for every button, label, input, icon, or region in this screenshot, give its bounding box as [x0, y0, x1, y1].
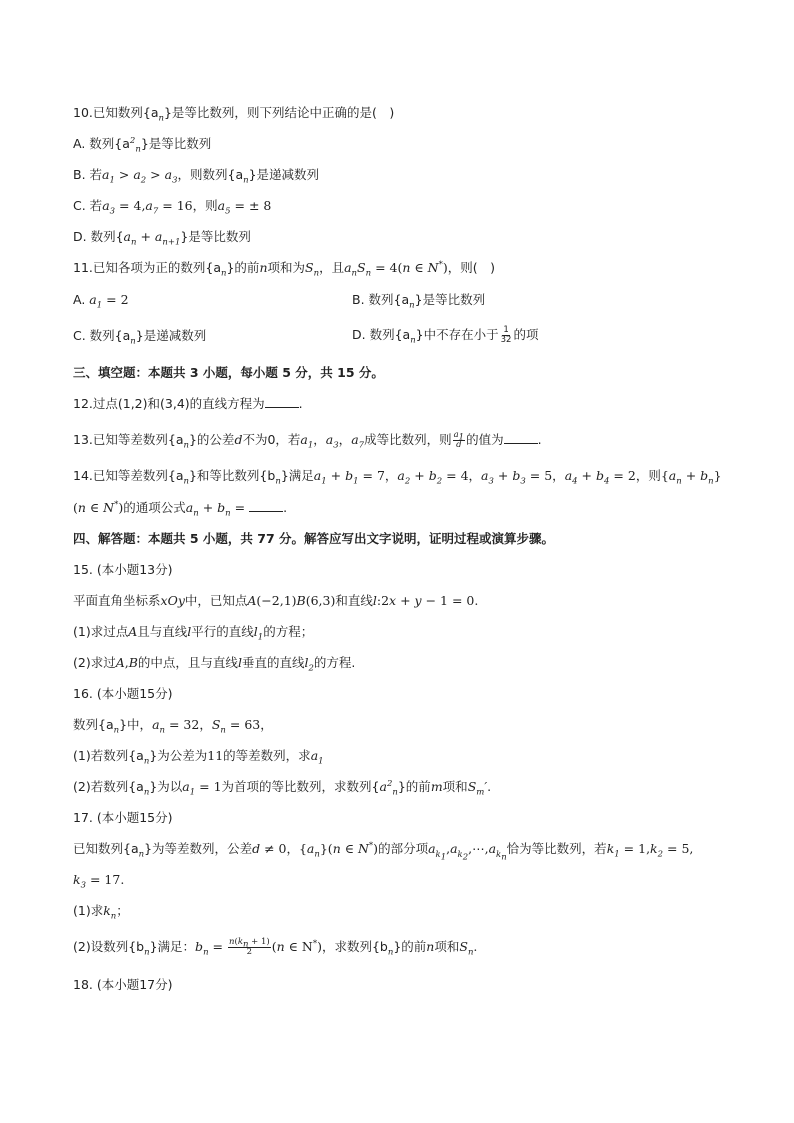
answer-blank: [504, 432, 538, 444]
q10-stem: 10.已知数列$\{a_n\}$是等比数列，则下列结论中正确的是( ): [73, 105, 395, 124]
q10-option-b: B. 若$a_1 > a_2 > a_3$，则数列$\{a_n\}$是递减数列: [73, 167, 320, 186]
q15-part1: (1)求过点A且与直线l平行的直线$l_1$的方程；: [73, 624, 314, 643]
section-fill-in-heading: 三、填空题：本题共 3 小题，每小题 5 分，共 15 分。: [73, 365, 384, 380]
q10-option-c: C. 若$a_3 = 4,a_7 = 16$，则$a_5$ = ± 8: [73, 198, 272, 217]
fraction-a1-over-d: $\frac{a_1}{d}$: [453, 430, 465, 450]
q15-heading: 15. (本小题13分): [73, 562, 173, 577]
q16-heading: 16. (本小题15分): [73, 686, 173, 701]
q14-stem-line1: 14.已知等差数列$\{a_n\}$和等比数列$\{b_n\}$满足$a_1 + b_1 = 7$，$a_2 + b_2 = 4$，$a_3 + b_3 = 5$，$a_4 + b_4 = 2$，则$\{a_n + b_n\}$: [73, 468, 722, 487]
q16-part2: (2)若数列$\{a_n\}$为以$a_1 = 1$为首项的等比数列，求数列$\{a^2_n\}$的前m项和$S_m'$.: [73, 778, 492, 798]
q11-option-a: A. $a_1 = 2$: [73, 292, 129, 311]
q16-stem: 数列$\{a_n\}$中，$a_n = 32$，$S_n = 63$，: [73, 717, 273, 736]
q17-stem-line1: 已知数列$\{a_n\}$为等差数列，公差d ≠ 0，$\{a_n\}(n$ ∈ N*)的部分项$a_{k_1},a_{k_2},\cdots,a_{k_n}$恰为等比数列，若$k_1 = 1,k_2 = 5$,: [73, 840, 694, 863]
q10-option-a: A. 数列$\{a^2_n\}$是等比数列: [73, 135, 212, 155]
q11-option-d: D. 数列$\{a_n\}$中不存在小于 $\frac{1}{32}$ 的项: [352, 325, 539, 346]
fraction-bn-formula: $\frac{n(k_n + 1)}{2}$: [229, 937, 270, 957]
q18-heading: 18. (本小题17分): [73, 977, 173, 992]
fraction-one-over-32: $\frac{1}{32}$: [500, 325, 512, 345]
q14-stem-line2: (n ∈ N*)的通项公式$a_n + b_n$ = .: [73, 499, 288, 519]
q16-part1: (1)若数列$\{a_n\}$为公差为11的等差数列，求$a_1$: [73, 748, 324, 767]
q15-part2: (2)求过A,B的中点，且与直线l垂直的直线$l_2$的方程.: [73, 655, 356, 674]
q11-option-c: C. 数列$\{a_n\}$是递减数列: [73, 328, 207, 347]
answer-blank: [249, 500, 283, 512]
answer-blank: [265, 396, 299, 408]
q10-option-d: D. 数列$\{a_n + a_{n+1}\}$是等比数列: [73, 229, 251, 248]
q17-part2: (2)设数列$\{b_n\}$满足：$b_n$ = $\frac{n(k_n + 1)}{2}$ (n ∈ N*)，求数列$\{b_n\}$的前n项和$S_n$.: [73, 937, 478, 958]
q17-stem-line2: $k_3 = 17$.: [73, 872, 125, 891]
q11-stem: 11.已知各项为正的数列$\{a_n\}$的前n项和为$S_n$，且$a_nS_n = 4(n$ ∈ N*)，则( ): [73, 259, 495, 279]
q17-heading: 17. (本小题15分): [73, 810, 173, 825]
q15-stem: 平面直角坐标系xOy中，已知点A(−2,1)B(6,3)和直线l:2x + y − 1 = 0.: [73, 593, 479, 608]
q17-part1: (1)求$k_n$；: [73, 903, 129, 922]
q13-stem: 13.已知等差数列$\{a_n\}$的公差d不为0，若$a_1$，$a_3$，$a_7$成等比数列，则 $\frac{a_1}{d}$ 的值为 .: [73, 430, 542, 451]
section-solution-heading: 四、解答题：本题共 5 小题，共 77 分。解答应写出文字说明，证明过程或演算步骤。: [73, 531, 555, 546]
q12-stem: 12.过点(1,2)和(3,4)的直线方程为 .: [73, 396, 303, 411]
q11-option-b: B. 数列$\{a_n\}$是等比数列: [352, 292, 486, 311]
